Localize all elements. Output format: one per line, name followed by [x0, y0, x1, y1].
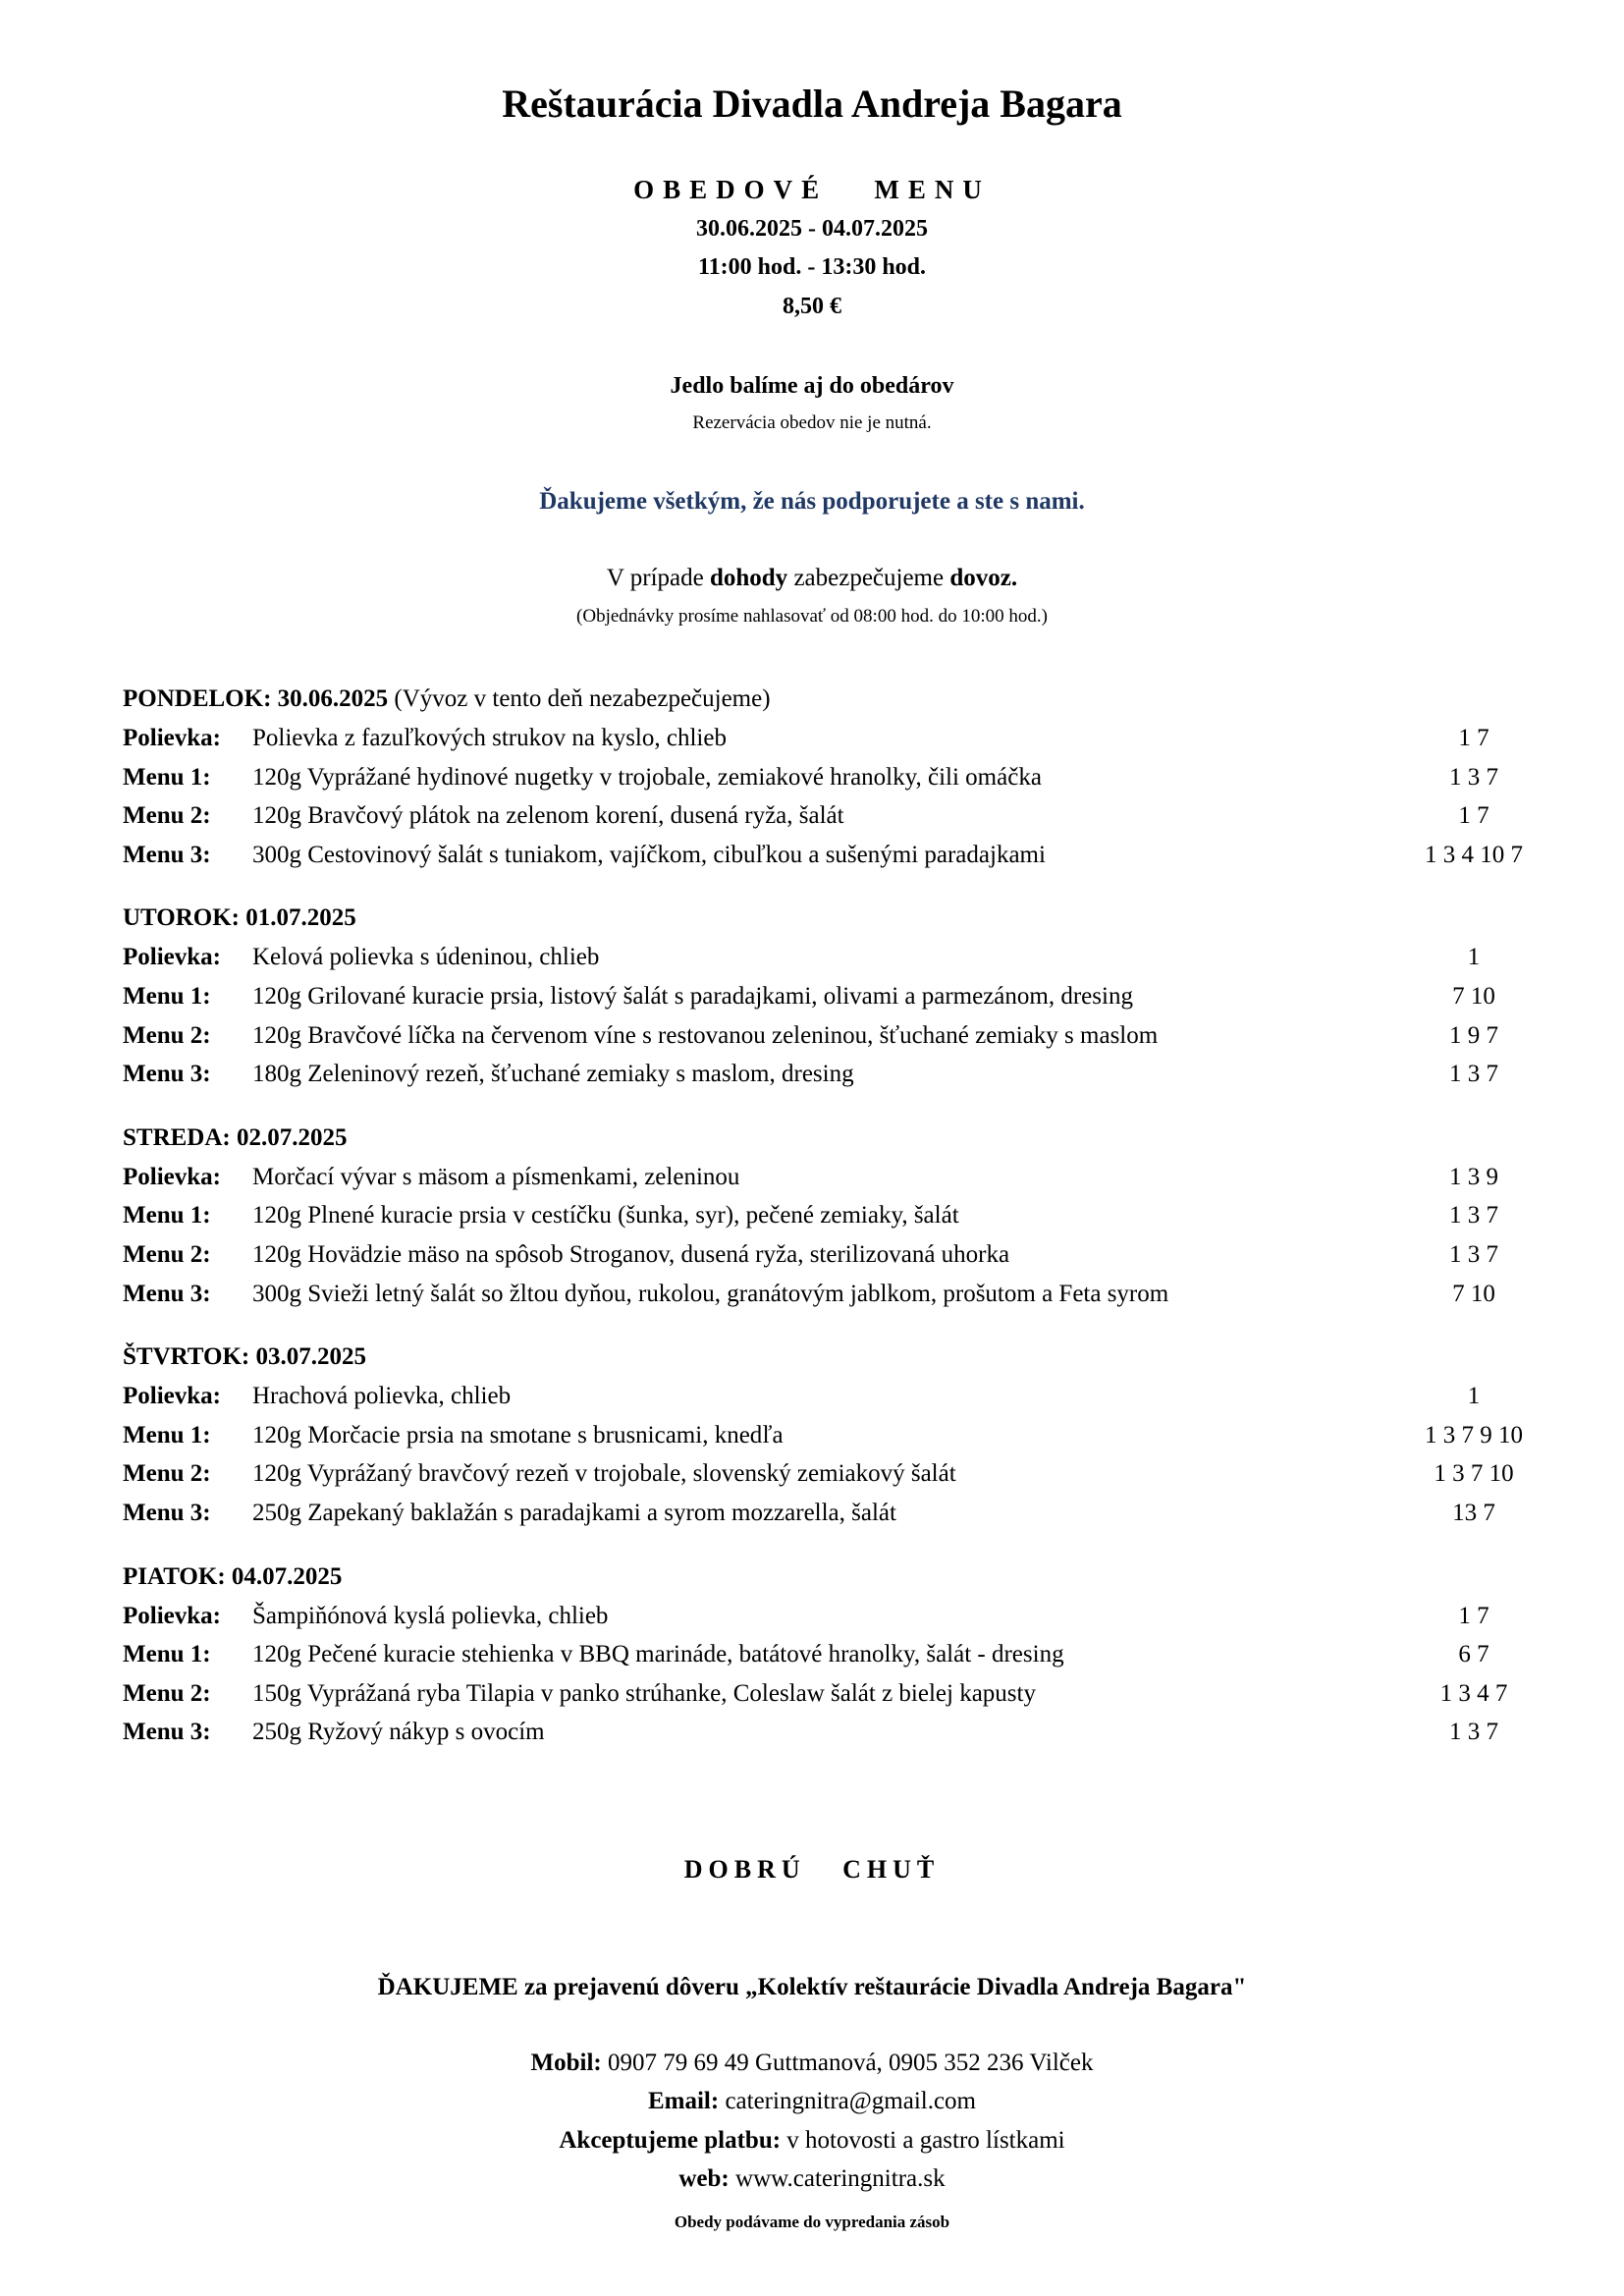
menu-row	[123, 1235, 1537, 1275]
menu-row	[123, 1158, 1537, 1197]
item-allergens: 1 9 7	[1449, 1021, 1498, 1049]
item-dish: 120g Pečené kuracie stehienka v BBQ marináde, batátové hranolky, šalát - dresing	[252, 1641, 1064, 1668]
item-allergens: 1 7	[1458, 802, 1489, 830]
item-dish: 120g Hovädzie mäso na spôsob Stroganov, dusená ryža, sterilizovaná uhorka	[252, 1240, 1010, 1268]
menu-row	[123, 1713, 1537, 1752]
item-allergens: 1 3 4 10 7	[1425, 841, 1523, 868]
item-dish: 300g Svieži letný šalát so žltou dyňou, rukolou, granátovým jablkom, prošutom a Feta syrom	[252, 1280, 1169, 1307]
item-dish: 150g Vyprážaná ryba Tilapia v panko strúhanke, Coleslaw šalát z bielej kapusty	[252, 1679, 1036, 1707]
menu-row	[123, 1196, 1537, 1235]
item-allergens: 1 3 4 7	[1439, 1679, 1508, 1707]
item-dish: 250g Zapekaný baklažán s paradajkami a syrom mozzarella, šalát	[252, 1499, 896, 1526]
contact-web	[0, 2165, 1624, 2193]
item-allergens: 1 3 7 10	[1434, 1460, 1514, 1488]
item-label: Menu 2:	[123, 1679, 211, 1707]
item-dish: 120g Vyprážané hydinové nugetky v trojobale, zemiakové hranolky, čili omáčka	[252, 763, 1042, 791]
thanks-note: Ďakujeme všetkým, že nás podporujete a ste s nami.	[539, 488, 1085, 515]
contact-label: Mobil:	[530, 2050, 602, 2076]
item-dish: 180g Zeleninový rezeň, šťuchané zemiaky s maslom, dresing	[252, 1061, 854, 1088]
contact-value: cateringnitra@gmail.com	[719, 2088, 977, 2114]
day-heading	[123, 1338, 1537, 1377]
menu-row	[123, 1454, 1537, 1494]
menu-heading: OBEDOVÉ MENU	[633, 175, 991, 204]
delivery-note	[0, 565, 1624, 592]
item-allergens: 1 7	[1458, 1602, 1489, 1629]
item-dish: Morčací vývar s mäsom a písmenkami, zeleninou	[252, 1163, 740, 1190]
daily-menus	[123, 680, 1537, 1777]
menu-row	[123, 1494, 1537, 1533]
packaging-note: Jedlo balíme aj do obedárov	[670, 373, 954, 399]
delivery-mid: zabezpečujeme	[787, 565, 950, 591]
menu-row	[123, 977, 1537, 1016]
item-allergens: 1 3 7	[1449, 1202, 1498, 1230]
item-label: Menu 3:	[123, 1061, 211, 1088]
item-dish: 120g Morčacie prsia na smotane s brusnicami, knedľa	[252, 1421, 784, 1449]
item-label: Polievka:	[123, 725, 221, 751]
contact-mobile	[0, 2050, 1624, 2077]
item-allergens: 6 7	[1458, 1641, 1489, 1668]
item-allergens: 7 10	[1452, 982, 1495, 1010]
item-label: Menu 3:	[123, 1719, 211, 1746]
item-label: Menu 2:	[123, 1240, 211, 1268]
item-label: Menu 2:	[123, 1460, 211, 1488]
day-title: PIATOK: 04.07.2025	[123, 1562, 343, 1590]
item-dish: 120g Bravčové líčka na červenom víne s restovanou zeleninou, šťuchané zemiaky s maslom	[252, 1021, 1159, 1049]
menu-row	[123, 719, 1537, 758]
menu-row	[123, 1416, 1537, 1455]
item-allergens: 13 7	[1452, 1499, 1495, 1526]
serving-hours: 11:00 hod. - 13:30 hod.	[697, 254, 927, 280]
day-title: ŠTVRTOK: 03.07.2025	[123, 1343, 366, 1371]
delivery-bold-2: dovoz.	[949, 565, 1018, 591]
item-allergens: 1 3 7	[1449, 1240, 1498, 1268]
day-section	[123, 1338, 1537, 1532]
item-dish: Kelová polievka s údeninou, chlieb	[252, 944, 600, 971]
day-title: STREDA: 02.07.2025	[123, 1123, 348, 1151]
goodbye-heading: DOBRÚ CHUŤ	[683, 1855, 941, 1884]
item-label: Polievka:	[123, 1602, 221, 1629]
orders-note: (Objednávky prosíme nahlasovať od 08:00 hod. do 10:00 hod.)	[576, 606, 1048, 627]
item-label: Menu 1:	[123, 1202, 211, 1230]
menu-row	[123, 836, 1537, 875]
item-dish: Šampiňónová kyslá polievka, chlieb	[252, 1602, 609, 1629]
contact-payment	[0, 2127, 1624, 2155]
item-allergens: 1 3 9	[1449, 1163, 1498, 1190]
item-label: Menu 3:	[123, 1499, 211, 1526]
menu-row	[123, 758, 1537, 797]
item-label: Menu 3:	[123, 841, 211, 868]
contact-label: Akceptujeme platbu:	[559, 2127, 782, 2154]
item-allergens: 1 3 7 9 10	[1425, 1421, 1523, 1449]
menu-row	[123, 1275, 1537, 1314]
item-label: Polievka:	[123, 1383, 221, 1410]
day-heading	[123, 1558, 1537, 1597]
day-note: (Vývoz v tento deň nezabezpečujeme)	[388, 685, 771, 712]
item-dish: 300g Cestovinový šalát s tuniakom, vajíčkom, cibuľkou a sušenými paradajkami	[252, 841, 1046, 868]
day-section	[123, 680, 1537, 874]
menu-row	[123, 1016, 1537, 1056]
item-allergens: 1 3 7	[1449, 763, 1498, 791]
menu-row	[123, 1597, 1537, 1636]
item-dish: Hrachová polievka, chlieb	[252, 1383, 512, 1410]
item-label: Menu 1:	[123, 763, 211, 791]
item-label: Menu 2:	[123, 1021, 211, 1049]
menu-price: 8,50 €	[783, 294, 841, 319]
delivery-pre: V prípade	[606, 565, 710, 591]
restaurant-title: Reštaurácia Divadla Andreja Bagara	[502, 82, 1122, 126]
trust-note: ĎAKUJEME za prejavenú dôveru „Kolektív reštaurácie Divadla Andreja Bagara"	[377, 1974, 1247, 2000]
reservation-note: Rezervácia obedov nie je nutná.	[692, 412, 932, 433]
item-dish: 120g Plnené kuracie prsia v cestíčku (šunka, syr), pečené zemiaky, šalát	[252, 1202, 959, 1230]
contact-email	[0, 2088, 1624, 2115]
contact-value: 0907 79 69 49 Guttmanová, 0905 352 236 Vilček	[601, 2050, 1094, 2076]
item-dish: 120g Vyprážaný bravčový rezeň v trojobale, slovenský zemiakový šalát	[252, 1460, 956, 1488]
menu-row	[123, 1674, 1537, 1714]
contact-value: www.cateringnitra.sk	[729, 2165, 946, 2192]
item-label: Menu 1:	[123, 1641, 211, 1668]
item-allergens: 1 3 7	[1449, 1061, 1498, 1088]
item-label: Menu 1:	[123, 1421, 211, 1449]
item-allergens: 1	[1467, 1383, 1481, 1410]
day-title: UTOROK: 01.07.2025	[123, 904, 356, 932]
item-allergens: 1	[1467, 944, 1481, 971]
menu-row	[123, 1635, 1537, 1674]
menu-dates: 30.06.2025 - 04.07.2025	[696, 216, 928, 242]
contact-value: v hotovosti a gastro lístkami	[781, 2127, 1065, 2154]
menu-row	[123, 938, 1537, 977]
delivery-bold-1: dohody	[709, 565, 788, 591]
item-dish: 250g Ryžový nákyp s ovocím	[252, 1719, 545, 1746]
item-label: Polievka:	[123, 1163, 221, 1190]
item-allergens: 7 10	[1452, 1280, 1495, 1307]
menu-row	[123, 796, 1537, 836]
item-allergens: 1 7	[1458, 725, 1489, 751]
day-heading	[123, 680, 1537, 719]
item-dish: 120g Grilované kuracie prsia, listový šalát s paradajkami, olivami a parmezánom, dresing	[252, 982, 1133, 1010]
item-label: Menu 2:	[123, 802, 211, 830]
item-label: Menu 3:	[123, 1280, 211, 1307]
day-section	[123, 1558, 1537, 1752]
contact-label: web:	[678, 2165, 730, 2192]
until-stock-note: Obedy podávame do vypredania zásob	[674, 2213, 950, 2231]
day-title: PONDELOK: 30.06.2025	[123, 685, 389, 712]
item-allergens: 1 3 7	[1449, 1719, 1498, 1746]
day-heading	[123, 899, 1537, 938]
item-label: Menu 1:	[123, 982, 211, 1010]
menu-row	[123, 1055, 1537, 1094]
day-section	[123, 899, 1537, 1093]
item-dish: Polievka z fazuľkových strukov na kyslo, chlieb	[252, 725, 727, 751]
day-section	[123, 1119, 1537, 1313]
item-label: Polievka:	[123, 944, 221, 971]
menu-row	[123, 1377, 1537, 1416]
item-dish: 120g Bravčový plátok na zelenom korení, dusená ryža, šalát	[252, 802, 844, 830]
contact-label: Email:	[647, 2088, 720, 2114]
day-heading	[123, 1119, 1537, 1158]
